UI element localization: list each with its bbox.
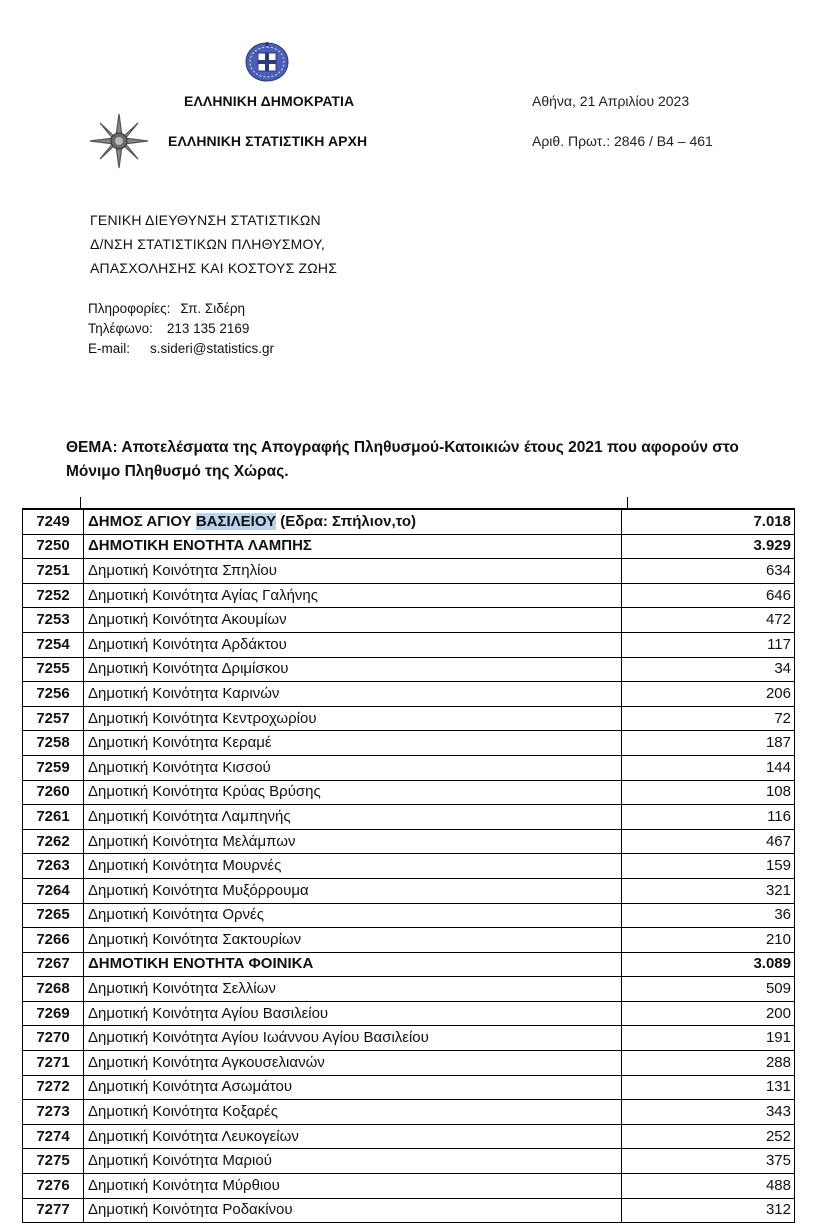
table-row xyxy=(23,1198,795,1223)
cut-off-previous-row xyxy=(22,497,795,509)
row-population: 375 xyxy=(622,1149,795,1174)
row-name: Δημοτική Κοινότητα Λευκογείων xyxy=(84,1124,622,1149)
table-row xyxy=(23,731,795,756)
row-population: 472 xyxy=(622,608,795,633)
row-population: 646 xyxy=(622,583,795,608)
row-name xyxy=(84,510,622,535)
row-population: 131 xyxy=(622,1075,795,1100)
row-code: 7267 xyxy=(23,952,84,977)
row-name: Δημοτική Κοινότητα Μυξόρρουμα xyxy=(84,878,622,903)
row-code: 7272 xyxy=(23,1075,84,1100)
row-population: 200 xyxy=(622,1001,795,1026)
row-population: 321 xyxy=(622,878,795,903)
table-row xyxy=(23,1174,795,1199)
row-name: Δημοτική Κοινότητα Αγίου Βασιλείου xyxy=(84,1001,622,1026)
row-code: 7265 xyxy=(23,903,84,928)
row-name: Δημοτική Κοινότητα Καρινών xyxy=(84,682,622,707)
authority-title: ΕΛΛΗΝΙΚΗ ΣΤΑΤΙΣΤΙΚΗ ΑΡΧΗ xyxy=(168,133,368,149)
table-row xyxy=(23,780,795,805)
row-name: Δημοτική Κοινότητα Μουρνές xyxy=(84,854,622,879)
subject-line: Μόνιμο Πληθυσμό της Χώρας. xyxy=(66,463,289,480)
row-code: 7261 xyxy=(23,805,84,830)
table-row xyxy=(23,1001,795,1026)
email-link[interactable]: s.sideri@statistics.gr xyxy=(150,341,274,356)
row-population: 206 xyxy=(622,682,795,707)
row-name: Δημοτική Κοινότητα Κρύας Βρύσης xyxy=(84,780,622,805)
phone-value: 213 135 2169 xyxy=(166,321,250,336)
row-population: 3.089 xyxy=(622,952,795,977)
row-code: 7268 xyxy=(23,977,84,1002)
row-name: Δημοτική Κοινότητα Ακουμίων xyxy=(84,608,622,633)
table-row xyxy=(23,510,795,535)
row-name: Δημοτική Κοινότητα Κοξαρές xyxy=(84,1100,622,1125)
row-code: 7266 xyxy=(23,928,84,953)
department-line: ΓΕΝΙΚΗ ΔΙΕΥΘΥΝΣΗ ΣΤΑΤΙΣΤΙΚΩΝ xyxy=(90,212,321,228)
document-date: Αθήνα, 21 Απριλίου 2023 xyxy=(532,93,690,109)
row-code: 7271 xyxy=(23,1051,84,1076)
row-population: 34 xyxy=(622,657,795,682)
table-row xyxy=(23,583,795,608)
row-name: Δημοτική Κοινότητα Σελλίων xyxy=(84,977,622,1002)
row-population: 144 xyxy=(622,755,795,780)
row-name: Δημοτική Κοινότητα Ασωμάτου xyxy=(84,1075,622,1100)
row-code: 7254 xyxy=(23,632,84,657)
subject-line: ΘΕΜΑ: Αποτελέσματα της Απογραφής Πληθυσμού-Κατοικιών έτους 2021 που αφορούν στο xyxy=(66,439,739,456)
table-row xyxy=(23,1075,795,1100)
table-row xyxy=(23,682,795,707)
row-population: 467 xyxy=(622,829,795,854)
row-code: 7258 xyxy=(23,731,84,756)
info-value: Σπ. Σιδέρη xyxy=(180,301,246,316)
row-code: 7262 xyxy=(23,829,84,854)
row-name: Δημοτική Κοινότητα Κισσού xyxy=(84,755,622,780)
table-row xyxy=(23,1124,795,1149)
row-name: Δημοτική Κοινότητα Σπηλίου xyxy=(84,559,622,584)
row-code: 7269 xyxy=(23,1001,84,1026)
row-code: 7251 xyxy=(23,559,84,584)
table-row xyxy=(23,1026,795,1051)
table-row xyxy=(23,534,795,559)
row-population: 3.929 xyxy=(622,534,795,559)
row-population: 116 xyxy=(622,805,795,830)
search-highlight: ΒΑΣΙΛΕΙΟΥ xyxy=(195,512,277,530)
republic-title: ΕΛΛΗΝΙΚΗ ΔΗΜΟΚΡΑΤΙΑ xyxy=(184,93,355,109)
contact-block xyxy=(88,299,274,359)
row-name: Δημοτική Κοινότητα Μύρθιου xyxy=(84,1174,622,1199)
elstat-logo-icon xyxy=(88,112,150,170)
row-code: 7273 xyxy=(23,1100,84,1125)
table-row xyxy=(23,977,795,1002)
row-population: 509 xyxy=(622,977,795,1002)
greek-emblem-icon xyxy=(243,40,291,84)
row-code: 7274 xyxy=(23,1124,84,1149)
row-population: 210 xyxy=(622,928,795,953)
table-row xyxy=(23,1051,795,1076)
row-code: 7252 xyxy=(23,583,84,608)
row-name: Δημοτική Κοινότητα Μελάμπων xyxy=(84,829,622,854)
row-population: 343 xyxy=(622,1100,795,1125)
row-population: 187 xyxy=(622,731,795,756)
population-table xyxy=(22,509,795,1223)
table-row xyxy=(23,608,795,633)
row-code: 7249 xyxy=(23,510,84,535)
row-name: Δημοτική Κοινότητα Σακτουρίων xyxy=(84,928,622,953)
table-row xyxy=(23,878,795,903)
row-name: Δημοτική Κοινότητα Δριμίσκου xyxy=(84,657,622,682)
row-name: Δημοτική Κοινότητα Λαμπηνής xyxy=(84,805,622,830)
row-code: 7257 xyxy=(23,706,84,731)
row-code: 7255 xyxy=(23,657,84,682)
row-population: 312 xyxy=(622,1198,795,1223)
row-code: 7260 xyxy=(23,780,84,805)
row-name: Δημοτική Κοινότητα Αγίου Ιωάννου Αγίου Βασιλείου xyxy=(84,1026,622,1051)
row-code: 7277 xyxy=(23,1198,84,1223)
subject-block xyxy=(66,436,806,484)
department-line: Δ/ΝΣΗ ΣΤΑΤΙΣΤΙΚΩΝ ΠΛΗΘΥΣΜΟΥ, xyxy=(90,236,325,252)
row-name: Δημοτική Κοινότητα Μαριού xyxy=(84,1149,622,1174)
department-block xyxy=(90,208,337,280)
row-name: Δημοτική Κοινότητα Κεντροχωρίου xyxy=(84,706,622,731)
row-code: 7253 xyxy=(23,608,84,633)
row-population: 117 xyxy=(622,632,795,657)
row-population: 488 xyxy=(622,1174,795,1199)
row-code: 7259 xyxy=(23,755,84,780)
table-row xyxy=(23,829,795,854)
row-code: 7270 xyxy=(23,1026,84,1051)
row-name: Δημοτική Κοινότητα Κεραμέ xyxy=(84,731,622,756)
row-name: Δημοτική Κοινότητα Ροδακίνου xyxy=(84,1198,622,1223)
row-name: Δημοτική Κοινότητα Αγκουσελιανών xyxy=(84,1051,622,1076)
row-population: 7.018 xyxy=(622,510,795,535)
row-code: 7250 xyxy=(23,534,84,559)
row-population: 108 xyxy=(622,780,795,805)
row-code: 7275 xyxy=(23,1149,84,1174)
row-population: 288 xyxy=(622,1051,795,1076)
table-row xyxy=(23,903,795,928)
table-row xyxy=(23,755,795,780)
table-row xyxy=(23,632,795,657)
row-code: 7263 xyxy=(23,854,84,879)
row-population: 36 xyxy=(622,903,795,928)
table-row xyxy=(23,952,795,977)
table-row xyxy=(23,928,795,953)
table-row xyxy=(23,706,795,731)
department-line: ΑΠΑΣΧΟΛΗΣΗΣ ΚΑΙ ΚΟΣΤΟΥΣ ΖΩΗΣ xyxy=(90,260,338,276)
row-population: 634 xyxy=(622,559,795,584)
table-row xyxy=(23,559,795,584)
row-code: 7264 xyxy=(23,878,84,903)
info-label: Πληροφορίες: xyxy=(88,301,171,316)
row-code: 7276 xyxy=(23,1174,84,1199)
row-code: 7256 xyxy=(23,682,84,707)
table-row xyxy=(23,657,795,682)
row-population: 72 xyxy=(622,706,795,731)
row-population: 159 xyxy=(622,854,795,879)
row-name: Δημοτική Κοινότητα Αγίας Γαλήνης xyxy=(84,583,622,608)
row-name: ΔΗΜΟΤΙΚΗ ΕΝΟΤΗΤΑ ΦΟΙΝΙΚΑ xyxy=(84,952,622,977)
row-name: Δημοτική Κοινότητα Αρδάκτου xyxy=(84,632,622,657)
table-row xyxy=(23,1100,795,1125)
table-row xyxy=(23,854,795,879)
row-population: 191 xyxy=(622,1026,795,1051)
table-row xyxy=(23,805,795,830)
row-name-part: (Εδρα: Σπήλιον,το) xyxy=(276,512,417,530)
protocol-number: Αριθ. Πρωτ.: 2846 / Β4 – 461 xyxy=(532,133,713,149)
row-name: Δημοτική Κοινότητα Ορνές xyxy=(84,903,622,928)
table-row xyxy=(23,1149,795,1174)
row-population: 252 xyxy=(622,1124,795,1149)
email-label: E-mail: xyxy=(88,341,131,356)
row-name: ΔΗΜΟΤΙΚΗ ΕΝΟΤΗΤΑ ΛΑΜΠΗΣ xyxy=(84,534,622,559)
row-name-part: ΔΗΜΟΣ ΑΓΙΟΥ xyxy=(88,512,196,530)
phone-label: Τηλέφωνο: xyxy=(88,321,153,336)
